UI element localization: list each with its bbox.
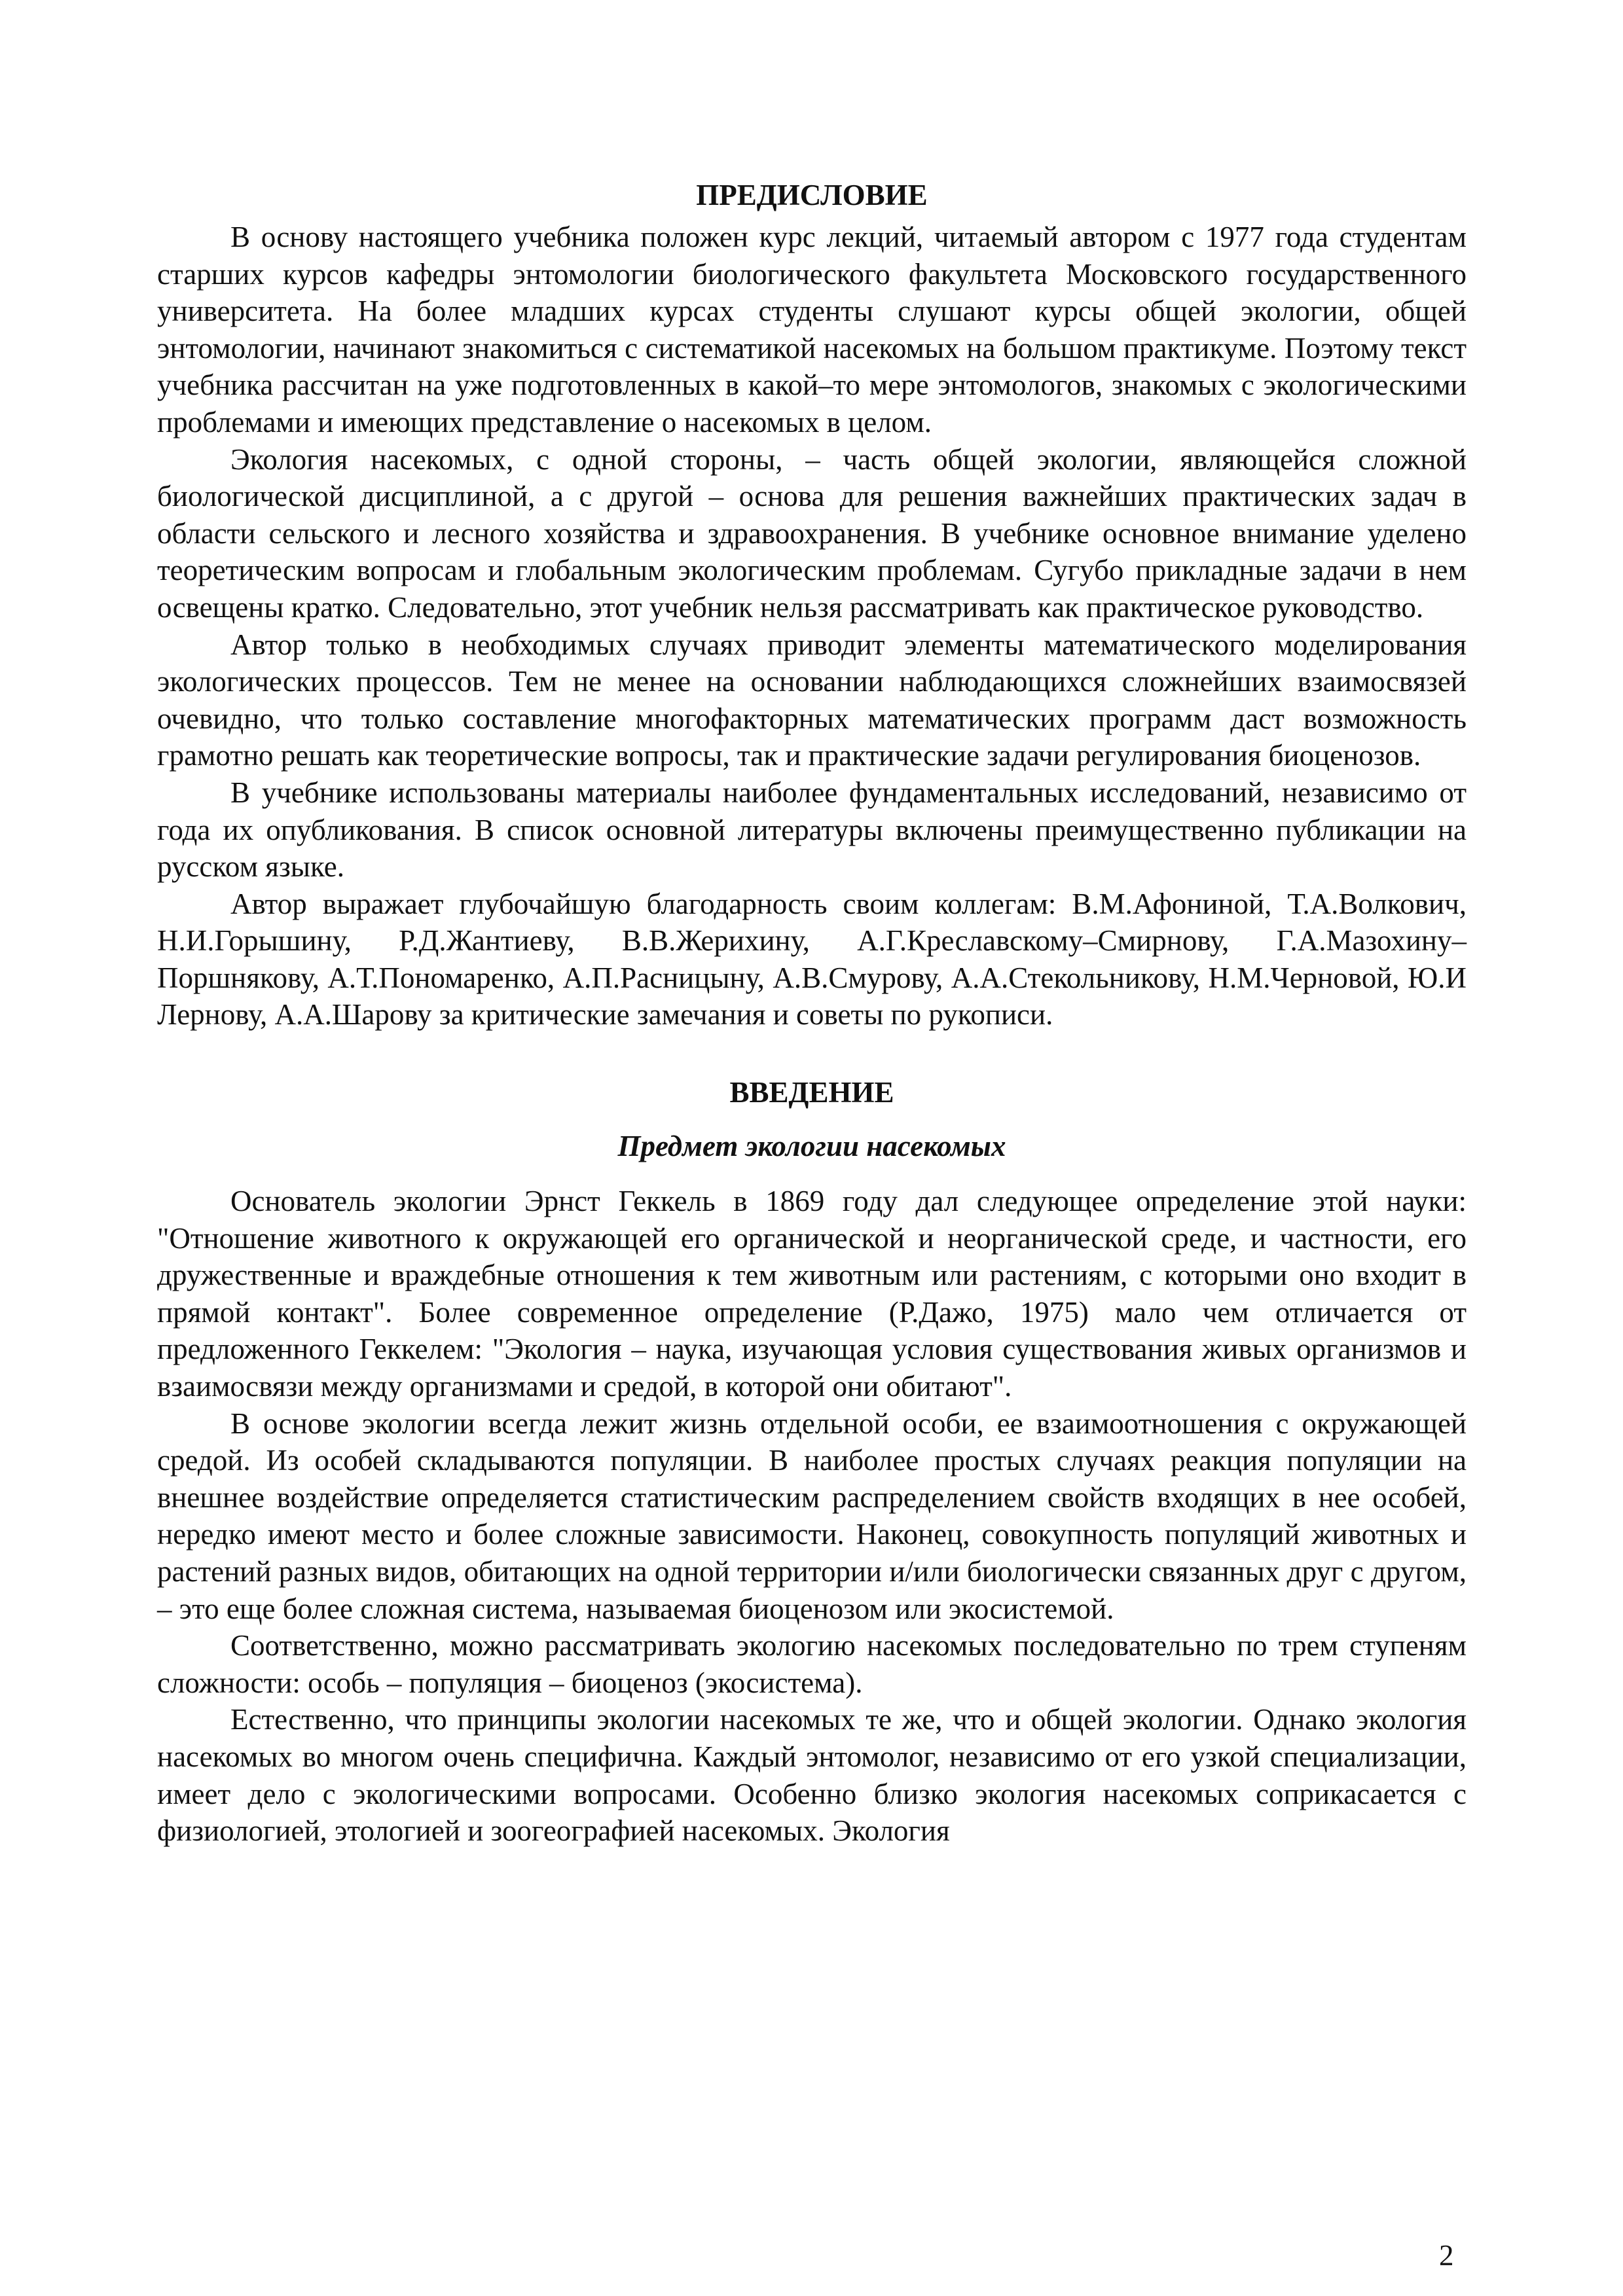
preface-paragraph-2: Экология насекомых, с одной стороны, – часть общей экологии, являющейся сложной биологической дисциплиной, а с другой – основа для решения важнейших практических задач в области сельского и лесного хозяйства и здравоохранения. В учебнике основное внимание уделено теоретическим вопросам и глобальным экологическим проблемам. Сугубо прикладные задачи в нем освещены кратко. Следовательно, этот учебник нельзя рассматривать как практическое руководство. <box>157 442 1467 624</box>
introduction-paragraph-4: Естественно, что принципы экологии насекомых те же, что и общей экологии. Однако экология насекомых во многом очень специфична. Каждый энтомолог, независимо от его узкой специализации, имеет дело с экологическими вопросами. Особенно близко экология насекомых соприкасается с физиологией, этологией и зоогеографией насекомых. Экология <box>157 1703 1467 1848</box>
page-number: 2 <box>1439 2239 1454 2272</box>
introduction-subtitle: Предмет экологии насекомых <box>617 1130 1006 1163</box>
introduction-title: ВВЕДЕНИЕ <box>729 1076 894 1109</box>
preface-paragraph-4: В учебнике использованы материалы наиболее фундаментальных исследований, независимо от года их опубликования. В список основной литературы включены преимущественно публикации на русском языке. <box>157 776 1467 884</box>
preface-paragraph-1: В основу настоящего учебника положен курс лекций, читаемый автором с 1977 года студентам старших курсов кафедры энтомологии биологического факультета Московского государственного университета. На более младших курсах студенты слушают курсы общей экологии, общей энтомологии, начинают знакомиться с систематикой насекомых на большом практикуме. Поэтому текст учебника рассчитан на уже подготовленных в какой–то мере энтомологов, знакомых с экологическими проблемами и имеющих представление о насекомых в целом. <box>157 221 1467 439</box>
preface-title: ПРЕДИСЛОВИЕ <box>696 179 928 211</box>
introduction-paragraph-1: Основатель экологии Эрнст Геккель в 1869 году дал следующее определение этой науки: "Отношение животного к окружающей его органической и неорганической среде, и частности, его дружественные и враждебные отношения к тем животным или растениям, с которыми оно входит в прямой контакт". Более современное определение (Р.Дажо, 1975) мало чем отличается от предложенного Геккелем: "Экология – наука, изучающая условия существования живых организмов и взаимосвязи между организмами и средой, в которой они обитают". <box>157 1185 1467 1403</box>
page-body <box>157 177 1467 1850</box>
preface-paragraph-3: Автор только в необходимых случаях приводит элементы математического моделирования экологических процессов. Тем не менее на основании наблюдающихся сложнейших взаимосвязей очевидно, что только составление многофакторных математических программ даст возможность грамотно решать как теоретические вопросы, так и практические задачи регулирования биоценозов. <box>157 628 1467 772</box>
introduction-paragraph-3: Соответственно, можно рассматривать экологию насекомых последовательно по трем ступеням сложности: особь – популяция – биоценоз (экосистема). <box>157 1629 1467 1699</box>
introduction-paragraph-2: В основе экологии всегда лежит жизнь отдельной особи, ее взаимоотношения с окружающей средой. Из особей складываются популяции. В наиболее простых случаях реакция популяции на внешнее воздействие определяется статистическим распределением свойств входящих в нее особей, нередко имеют место и более сложные зависимости. Наконец, совокупность популяций животных и растений разных видов, обитающих на одной территории и/или биологически связанных друг с другом, – это еще более сложная система, называемая биоценозом или экосистемой. <box>157 1407 1467 1625</box>
preface-paragraph-5: Автор выражает глубочайшую благодарность своим коллегам: В.М.Афониной, Т.А.Волкович, Н.И.Горышину, Р.Д.Жантиеву, В.В.Жерихину, А.Г.Креславскому–Смирнову, Г.А.Мазохину–Поршнякову, А.Т.Пономаренко, А.П.Расницыну, А.В.Смурову, А.А.Стекольникову, Н.М.Черновой, Ю.И Лернову, А.А.Шарову за критические замечания и советы по рукописи. <box>157 887 1467 1031</box>
